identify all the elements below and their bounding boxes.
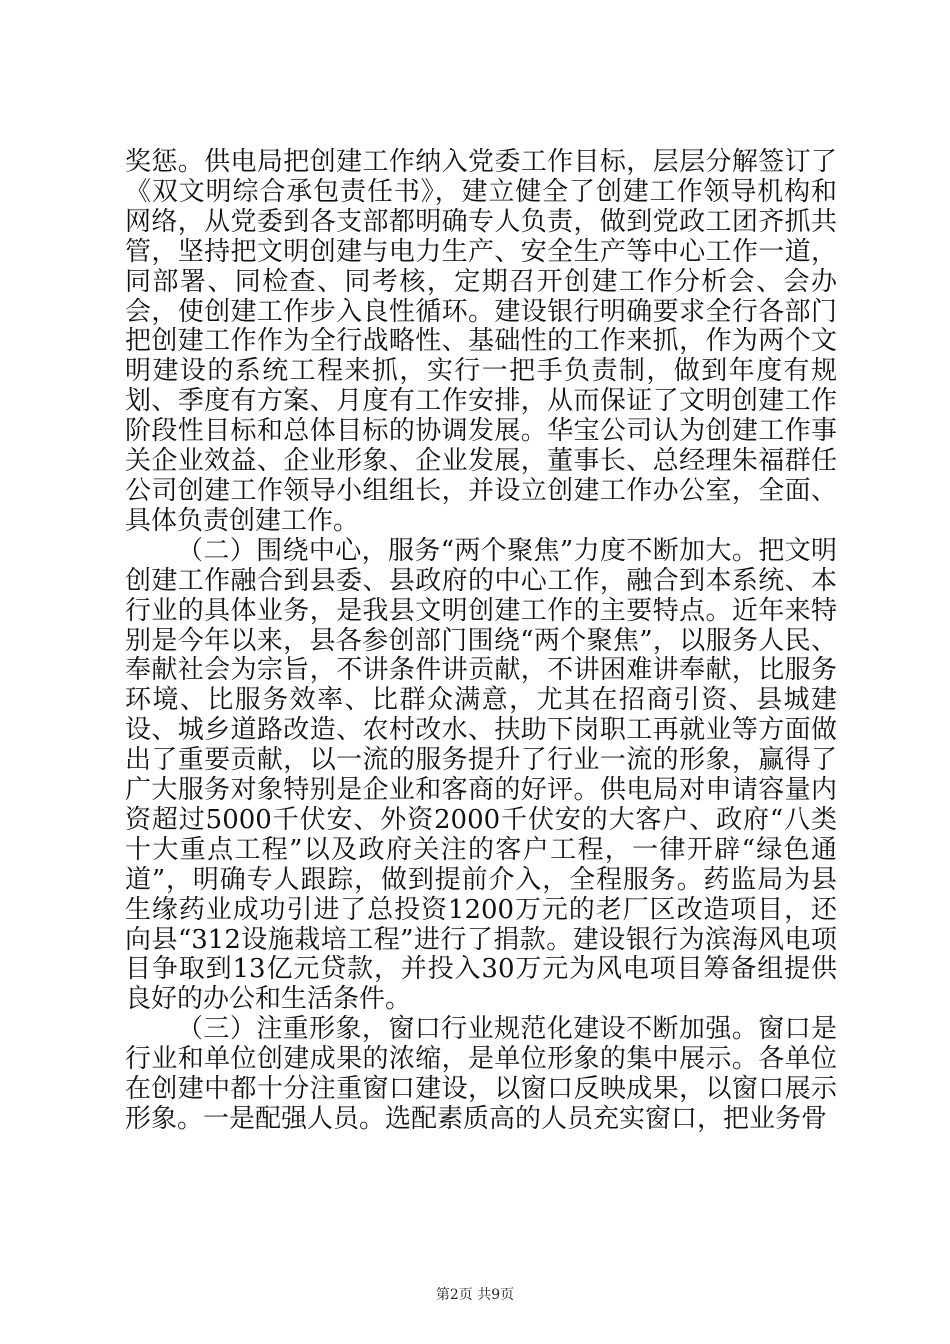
page-number-label: 第2页 共9页 — [435, 1287, 515, 1303]
paragraph-2: （二）围绕中心，服务“两个聚焦”力度不断加大。把文明创建工作融合到县委、县政府的中心工作，融合到本系统、本行业的具体业务，是我县文明创建工作的主要特点。近年来特别是今年以来，县各参创部门围绕“两个聚焦”，以服务人民、奉献社会为宗旨，不讲条件讲贡献，不讲困难讲奉献，比服务环境、比服务效率、比群众满意，尤其在招商引资、县城建设、城乡道路改造、农村改水、扶助下岗职工再就业等方面做出了重要贡献，以一流的服务提升了行业一流的形象，赢得了广大服务对象特别是企业和客商的好评。供电局对申请容量内资超过5000千伏安、外资2000千伏安的大客户、政府“八类十大重点工程”以及政府关注的客户工程，一律开辟“绿色通道”，明确专人跟踪，做到提前介入，全程服务。药监局为县生缘药业成功引进了总投资1200万元的老厂区改造项目，还向县“312设施栽培工程”进行了捐款。建设银行为滨海风电项目争取到13亿元贷款，并投入30万元为风电项目筹备组提供良好的办公和生活条件。 — [125, 535, 837, 1015]
paragraph-3: （三）注重形象，窗口行业规范化建设不断加强。窗口是行业和单位创建成果的浓缩，是单位形象的集中展示。各单位在创建中都十分注重窗口建设，以窗口反映成果，以窗口展示形象。一是配强人员。选配素质高的人员充实窗口，把业务骨 — [125, 1014, 837, 1134]
document-body — [125, 148, 837, 1135]
page-footer — [0, 1285, 950, 1305]
paragraph-1: 奖惩。供电局把创建工作纳入党委工作目标，层层分解签订了《双文明综合承包责任书》，建立健全了创建工作领导机构和网络，从党委到各支部都明确专人负责，做到党政工团齐抓共管，坚持把文明创建与电力生产、安全生产等中心工作一道，同部署、同检查、同考核，定期召开创建工作分析会、会办会，使创建工作步入良性循环。建设银行明确要求全行各部门把创建工作作为全行战略性、基础性的工作来抓，作为两个文明建设的系统工程来抓，实行一把手负责制，做到年度有规划、季度有方案、月度有工作安排，从而保证了文明创建工作阶段性目标和总体目标的协调发展。华宝公司认为创建工作事关企业效益、企业形象、企业发展，董事长、总经理朱福群任公司创建工作领导小组组长，并设立创建工作办公室，全面、具体负责创建工作。 — [125, 147, 837, 536]
